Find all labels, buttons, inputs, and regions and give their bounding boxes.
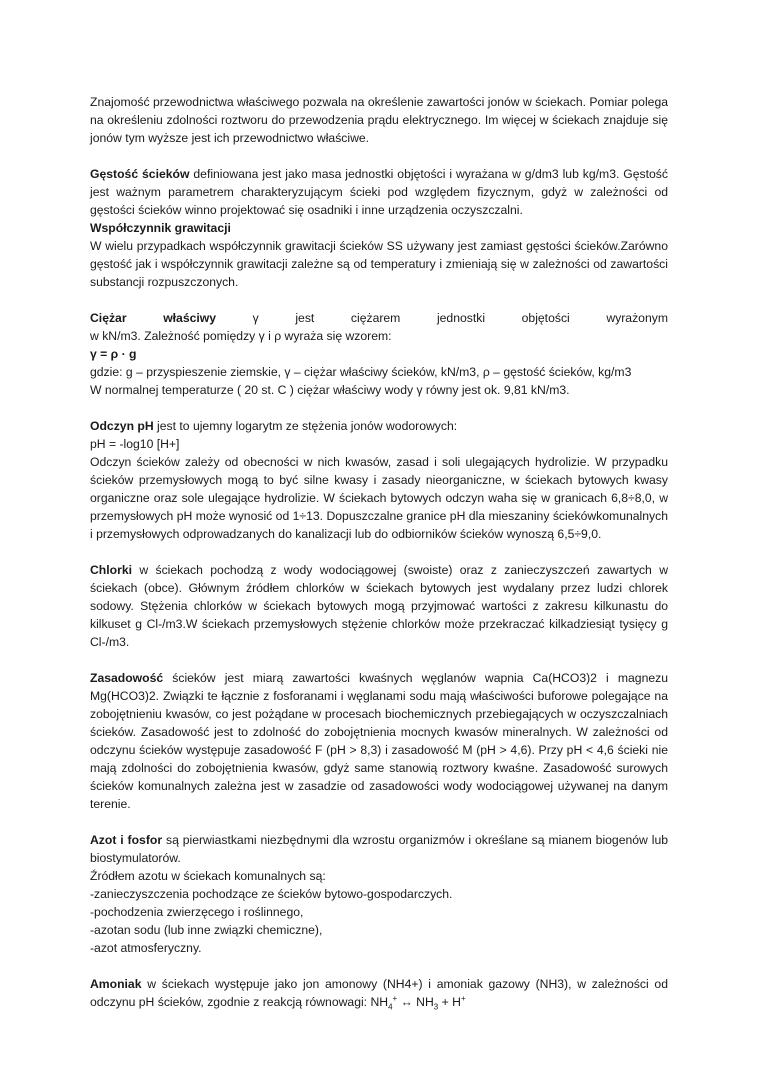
- specific-weight-legend: gdzie: g – przyspieszenie ziemskie, γ – ciężar właściwy ścieków, kN/m3, ρ – gęstość ścieków, kg/m3: [90, 365, 632, 379]
- term-ammonia: Amoniak: [90, 977, 142, 991]
- term-ph: Odczyn pH: [90, 419, 154, 433]
- heading-gravity-coefficient: Współczynnik grawitacji: [90, 221, 231, 235]
- term-alkalinity: Zasadowość: [90, 671, 164, 685]
- specific-weight-line-1: Ciężar właściwy γ jest ciężarem jednostki objętości wyrażonym: [90, 311, 668, 325]
- paragraph-alkalinity: Zasadowość ścieków jest miarą zawartości kwaśnych węglanów wapnia Ca(HCO3)2 i magnezu Mg(HCO3)2. Związki te łącznie z fosforanami i węglanami sodu mają właściwości buforowe polegające na zobojętnieniu kwasów, co jest pożądane w procesach biochemicznych przebiegających w oczyszczalniach ścieków. Zasadowość jest to zdolność do zobojętnienia mocnych kwasów mineralnych. W zależności od odczynu ścieków występuje zasadowość F (pH > 8,3) i zasadowość M (pH > 4,6). Przy pH < 4,6 ścieki nie mają zdolności do zobojętnienia kwasów, gdyż same stanowią roztwory kwaśne. Zasadowość surowych ścieków komunalnych zależna jest w zasadzie od zasadowości wody wodociągowej używanej na danym terenie.: [90, 671, 668, 811]
- term-chlorides: Chlorki: [90, 563, 132, 577]
- list-item: -azotan sodu (lub inne związki chemiczne),: [90, 923, 323, 937]
- equilibrium-reaction: $NH_4^+$ ↔ $NH_3 + H^+$: [370, 993, 466, 1012]
- paragraph-ph-details: Odczyn ścieków zależy od obecności w nich kwasów, zasad i soli ulegających hydrolizie. W przypadku ścieków przemysłowych mogą to być silne kwasy i zasady nieorganiczne, w ściekach bytowych kwasy organiczne oraz sole ulegające hydrolizie. W ściekach bytowych odczyn waha się w granicach 6,8÷8,0, w przemysłowych pH może wynosić od 1÷13. Dopuszczalne granice pH dla mieszaniny ściekówkomunalnych i przemysłowych odprowadzanych do kanalizacji lub do odbiorników ścieków wynoszą 6,5÷9,0.: [90, 455, 668, 541]
- specific-weight-formula: γ = ρ · g: [90, 347, 137, 361]
- specific-weight-line-2: w kN/m3. Zależność pomiędzy γ i ρ wyraża się wzorem:: [90, 329, 392, 343]
- term-nitrogen-phosphorus: Azot i fosfor: [90, 833, 163, 847]
- ph-formula: pH = -log10 [H+]: [90, 437, 180, 451]
- specific-weight-note: W normalnej temperaturze ( 20 st. C ) ciężar właściwy wody γ równy jest ok. 9,81 kN/m3.: [90, 383, 570, 397]
- paragraph-nitrogen-phosphorus: Azot i fosfor są pierwiastkami niezbędnymi dla wzrostu organizmów i określane są mianem biogenów lub biostymulatorów.: [90, 833, 668, 865]
- term-density: Gęstość ścieków: [90, 167, 190, 181]
- paragraph-conductivity: Znajomość przewodnictwa właściwego pozwala na określenie zawartości jonów w ściekach. Pomiar polega na określeniu zdolności roztworu do przewodzenia prądu elektrycznego. Im więcej w ściekach znajduje się jonów tym wyższe jest ich przewodnictwo właściwe.: [90, 95, 668, 145]
- list-item: -azot atmosferyczny.: [90, 941, 202, 955]
- document-page: [90, 93, 668, 1011]
- list-item: -pochodzenia zwierzęcego i roślinnego,: [90, 905, 304, 919]
- paragraph-gravity-coefficient: W wielu przypadkach współczynnik grawitacji ścieków SS używany jest zamiast gęstości ścieków.Zarówno gęstość jak i współczynnik grawitacji zależne są od temperatury i zmieniają się w zależności od zawartości substancji rozpuszczonych.: [90, 239, 668, 289]
- nitrogen-sources-intro: Źródłem azotu w ściekach komunalnych są:: [90, 869, 326, 883]
- paragraph-chlorides: Chlorki w ściekach pochodzą z wody wodociągowej (swoiste) oraz z zanieczyszczeń zawartych w ściekach (obce). Głównym źródłem chlorków w ściekach bytowych jest wydalany przez ludzi chlorek sodowy. Stężenia chlorków w ściekach bytowych mogą przyjmować wartości z zakresu kilkunastu do kilkuset g Cl-/m3.W ściekach przemysłowych stężenie chlorków może przekraczać kilkadziesiąt tysięcy g Cl-/m3.: [90, 563, 668, 649]
- paragraph-ammonia: Amoniak w ściekach występuje jako jon amonowy (NH4+) i amoniak gazowy (NH3), w zależności od odczynu pH ścieków, zgodnie z reakcją równowagi: $NH_4^+$ ↔ $NH_3 + H^+$: [90, 977, 668, 1012]
- paragraph-ph: Odczyn pH jest to ujemny logarytm ze stężenia jonów wodorowych:: [90, 419, 458, 433]
- list-item: -zanieczyszczenia pochodzące ze ścieków bytowo-gospodarczych.: [90, 887, 453, 901]
- paragraph-density: Gęstość ścieków definiowana jest jako masa jednostki objętości i wyrażana w g/dm3 lub kg/m3. Gęstość jest ważnym parametrem charakteryzującym ścieki pod względem fizycznym, gdyż w zależności od gęstości ścieków winno projektować się osadniki i inne urządzenia oczyszczalni.: [90, 167, 668, 217]
- equilibrium-arrow-icon: ↔: [397, 995, 417, 1009]
